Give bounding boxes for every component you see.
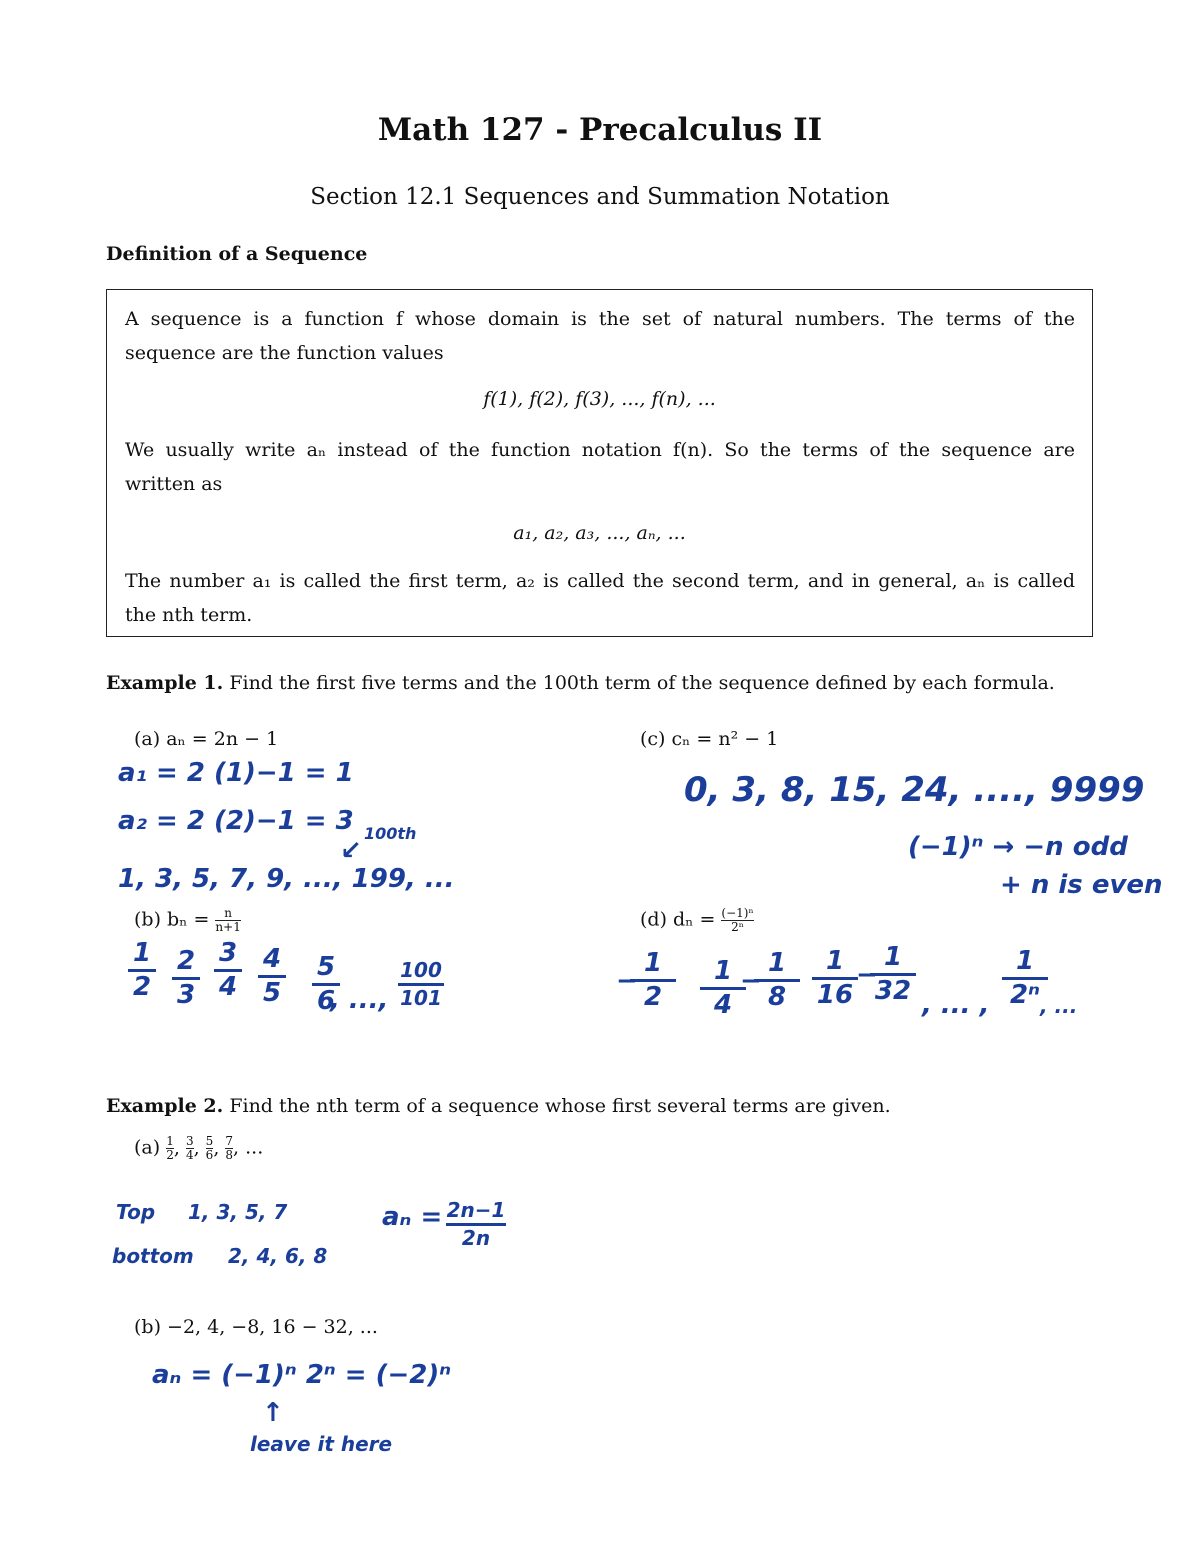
example-1d-label: (d) dₙ = <box>640 908 716 931</box>
hw-1a-line-1: a₁ = 2 (1)−1 = 1 <box>118 758 354 788</box>
hw-1a-arrow: ↙ <box>340 836 362 866</box>
hw-1d-negative-sign: − <box>856 960 878 990</box>
example-2a-fractions <box>166 1134 234 1162</box>
example-2a-fraction <box>225 1135 233 1162</box>
hw-2b-formula: aₙ = (−1)ⁿ 2ⁿ = (−2)ⁿ <box>152 1360 452 1390</box>
definition-line-2: sequence are the function values <box>125 342 444 364</box>
definition-line-5: The number a₁ is called the first term, a₂ is called the second term, and in general, aₙ is called <box>125 570 1075 592</box>
example-2 <box>106 1095 891 1117</box>
fraction-numerator: 1 <box>825 946 845 976</box>
example-1-prompt: Find the first five terms and the 100th term of the sequence defined by each formula. <box>229 672 1055 694</box>
hw-1d-negative-sign: − <box>740 966 762 996</box>
fraction-denominator: 3 <box>176 980 196 1011</box>
example-1b-numerator: n <box>224 906 232 920</box>
hw-2a-denominator: 2n <box>461 1226 491 1250</box>
fraction-separator: , <box>213 1136 226 1159</box>
definition-line-1: A sequence is a function f whose domain is the set of natural numbers. The terms of the <box>125 308 1075 330</box>
hw-1b-fraction <box>172 948 200 1010</box>
example-2a-fraction <box>186 1135 194 1162</box>
fraction-numerator: 1 <box>166 1134 174 1148</box>
hw-1a-line-2: a₂ = 2 (2)−1 = 3 <box>118 806 354 836</box>
hw-1a-note-100th: 100th <box>364 824 417 843</box>
hw-2b-arrow: ↑ <box>262 1398 284 1428</box>
definition-line-4: written as <box>125 473 223 495</box>
hw-1c-note-1: (−1)ⁿ → −n odd <box>908 832 1128 862</box>
fraction-numerator: 1 <box>883 942 903 972</box>
hw-2a-top-label: Top <box>116 1200 156 1224</box>
fraction-numerator: 1 <box>643 948 663 978</box>
hw-2a-numerator: 2n−1 <box>446 1198 506 1222</box>
fraction-separator: , <box>173 1136 186 1159</box>
fraction-numerator: 7 <box>225 1134 234 1148</box>
hw-1b-fraction <box>214 940 242 1002</box>
example-1d-formula <box>640 907 754 934</box>
hw-1c-line-1: 0, 3, 8, 15, 24, ...., 9999 <box>684 770 1145 810</box>
hw-1c-note-2: + n is even <box>1000 870 1163 900</box>
definition-display-terms: a₁, a₂, a₃, ..., aₙ, ... <box>513 522 686 544</box>
example-2a-tail: , ... <box>233 1136 264 1159</box>
fraction-denominator: 2 <box>643 982 663 1013</box>
example-2-label: Example 2. <box>106 1095 224 1117</box>
fraction-numerator: 1 <box>132 938 152 968</box>
hw-2a-bottom-values: 2, 4, 6, 8 <box>228 1244 328 1268</box>
hw-1d-tail: , ... <box>1040 994 1078 1018</box>
definition-heading: Definition of a Sequence <box>106 243 368 265</box>
fraction-denominator: 5 <box>262 978 282 1009</box>
fraction-numerator: 100 <box>400 958 442 982</box>
fraction-denominator: 4 <box>218 972 238 1003</box>
fraction-numerator: 4 <box>262 944 282 974</box>
page-title: Math 127 - Precalculus II <box>377 112 823 148</box>
example-1d-denominator: 2ⁿ <box>721 920 753 934</box>
hw-2a-an: aₙ = <box>382 1202 443 1232</box>
fraction-denominator: 6 <box>205 1148 214 1162</box>
hw-2a-top-values: 1, 3, 5, 7 <box>188 1200 288 1224</box>
hw-1d-fraction <box>812 948 858 1010</box>
hw-1b-ellipsis: , ..., <box>330 985 389 1015</box>
hw-2b-note: leave it here <box>250 1432 393 1456</box>
fraction-numerator: 3 <box>185 1134 194 1148</box>
section-subtitle: Section 12.1 Sequences and Summation Notation <box>310 184 890 210</box>
fraction-denominator: 6 <box>316 986 336 1017</box>
hw-2a-bottom-label: bottom <box>112 1244 194 1268</box>
fraction-numerator: 1 <box>713 956 733 986</box>
fraction-denominator: 101 <box>400 986 442 1010</box>
example-1b-label: (b) bₙ = <box>134 908 210 931</box>
hw-1d-mid: , ... , <box>922 990 990 1020</box>
fraction-denominator: 2 <box>132 972 152 1003</box>
fraction-denominator: 2 <box>166 1148 174 1162</box>
example-1d-fraction <box>721 907 753 934</box>
fraction-numerator: 1 <box>1015 946 1035 976</box>
fraction-denominator: 8 <box>767 982 787 1013</box>
fraction-numerator: 2 <box>176 946 196 976</box>
example-2-prompt: Find the nth term of a sequence whose first several terms are given. <box>229 1095 891 1117</box>
hw-2a-fraction <box>446 1200 506 1249</box>
definition-line-3: We usually write aₙ instead of the function notation f(n). So the terms of the sequence are <box>125 439 1075 461</box>
fraction-numerator: 1 <box>767 948 787 978</box>
hw-1b-fraction <box>398 960 444 1009</box>
example-2a-fraction <box>166 1135 174 1162</box>
example-1a-formula: (a) aₙ = 2n − 1 <box>134 728 279 750</box>
example-1-label: Example 1. <box>106 672 224 694</box>
fraction-denominator: 4 <box>185 1148 194 1162</box>
example-1b-formula <box>134 907 241 934</box>
hw-1a-line-3: 1, 3, 5, 7, 9, ..., 199, ... <box>118 864 455 894</box>
fraction-denominator: 2ⁿ <box>1010 980 1040 1011</box>
example-2a-label: (a) <box>134 1136 161 1159</box>
definition-display-function-values: f(1), f(2), f(3), ..., f(n), ... <box>483 388 716 410</box>
fraction-denominator: 32 <box>874 976 912 1007</box>
fraction-denominator: 16 <box>816 980 854 1011</box>
fraction-numerator: 5 <box>316 952 336 982</box>
definition-line-6: the nth term. <box>125 604 253 626</box>
example-1c-formula: (c) cₙ = n² − 1 <box>640 728 779 750</box>
example-2a-sequence <box>134 1135 263 1162</box>
hw-1b-fraction <box>258 946 286 1008</box>
hw-1d-negative-sign: − <box>616 966 638 996</box>
fraction-denominator: 8 <box>225 1148 234 1162</box>
example-1d-numerator: (−1)ⁿ <box>721 906 754 920</box>
fraction-numerator: 3 <box>218 938 238 968</box>
example-2b-sequence: (b) −2, 4, −8, 16 − 32, ... <box>134 1316 378 1338</box>
fraction-separator: , <box>193 1136 206 1159</box>
example-1b-fraction <box>215 907 240 934</box>
hw-1b-fraction <box>128 940 156 1002</box>
example-1 <box>106 672 1055 694</box>
fraction-denominator: 4 <box>713 990 733 1021</box>
example-1b-denominator: n+1 <box>215 920 241 934</box>
fraction-numerator: 5 <box>205 1134 214 1148</box>
